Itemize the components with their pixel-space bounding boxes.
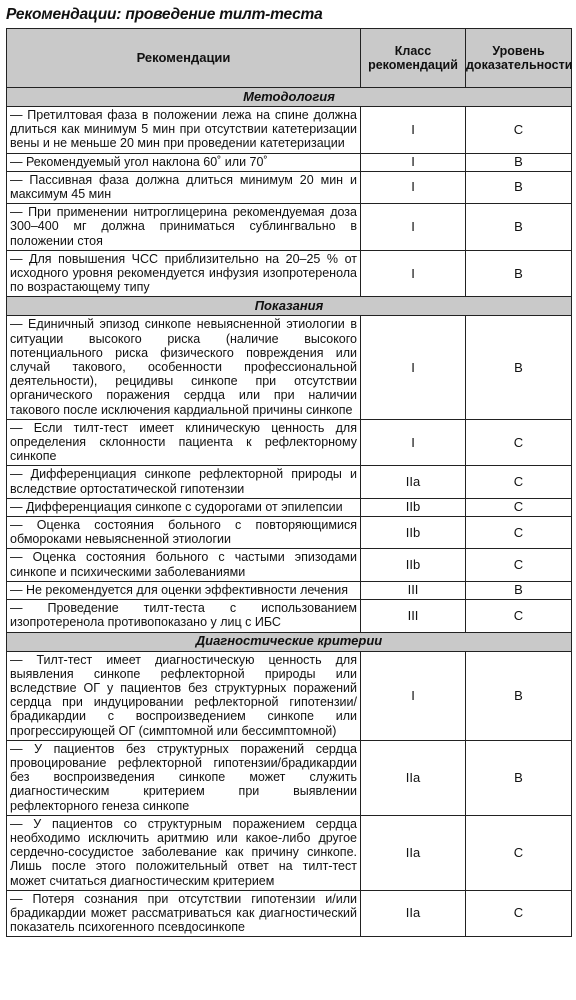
level-cell: C [466, 815, 572, 890]
level-cell: C [466, 600, 572, 632]
section-title: Методология [7, 88, 572, 107]
recommendation-text: — Проведение тилт-теста с использованием изопротеренола противопоказано у лиц с ИБС [7, 600, 361, 632]
class-cell: IIa [361, 815, 466, 890]
section-title: Показания [7, 297, 572, 316]
recommendation-text: — Оценка состояния больного с частыми эпизодами синкопе и психическими заболеваниями [7, 549, 361, 581]
recommendation-text: — Не рекомендуется для оценки эффективности лечения [7, 581, 361, 599]
recommendation-text: — Дифференциация синкопе рефлекторной природы и вследствие ортостатической гипотензии [7, 466, 361, 498]
table-row [7, 517, 572, 549]
recommendation-text: — У пациентов без структурных поражений сердца провоцирование рефлекторной гипотензии/брадикардии без воспроизведения синкопе может служить диагностическим критерием при выявлении рефлекторного генеза синкопе [7, 740, 361, 815]
class-cell: IIa [361, 740, 466, 815]
recommendation-text: — Потеря сознания при отсутствии гипотензии и/или брадикардии может рассматриваться как диагностический показатель психогенного псевдосинкопе [7, 890, 361, 937]
recommendation-text: — Единичный эпизод синкопе невыясненной этиологии в ситуации высокого риска (наличие высокого потенциального риска физического повреждения или случай такового, особенности профессиональной деятельности), рецидивы синкопе при отсутствии органического поражения сердца или при наличии такового после исключения кардиальной причины синкопе [7, 316, 361, 419]
class-cell: IIb [361, 517, 466, 549]
table-row [7, 651, 572, 740]
table-title: Рекомендации: проведение тилт-теста [6, 6, 323, 23]
level-cell: B [466, 581, 572, 599]
recommendation-text: — При применении нитроглицерина рекомендуемая доза 300–400 мг должна приниматься сублингвально в положении стоя [7, 204, 361, 251]
class-cell: III [361, 581, 466, 599]
table-row [7, 549, 572, 581]
table-row [7, 815, 572, 890]
header-row [7, 29, 572, 88]
level-cell: C [466, 107, 572, 154]
level-cell: B [466, 316, 572, 419]
recommendation-text: — Оценка состояния больного с повторяющимися обмороками невыясненной этиологии [7, 517, 361, 549]
level-cell: B [466, 171, 572, 203]
table-row [7, 581, 572, 599]
level-cell: C [466, 549, 572, 581]
table-row [7, 204, 572, 251]
class-cell: I [361, 651, 466, 740]
level-cell: C [466, 419, 572, 466]
recommendation-text: — Пассивная фаза должна длиться минимум 20 мин и максимум 45 мин [7, 171, 361, 203]
table-row [7, 890, 572, 937]
table-row [7, 466, 572, 498]
section-row [7, 88, 572, 107]
table-row [7, 600, 572, 632]
table-row [7, 153, 572, 171]
level-cell: C [466, 890, 572, 937]
level-cell: C [466, 498, 572, 516]
recommendation-text: — У пациентов со структурным поражением сердца необходимо исключить аритмию или какое-либо другое сердечно-сосудистое заболевание как причину синкопе. Лишь после этого положительный ответ на тилт-тест может считаться диагностическим критерием [7, 815, 361, 890]
level-cell: B [466, 740, 572, 815]
class-cell: I [361, 204, 466, 251]
table-row [7, 171, 572, 203]
class-cell: III [361, 600, 466, 632]
recommendation-text: — Для повышения ЧСС приблизительно на 20–25 % от исходного уровня рекомендуется инфузия изопротеренола по возрастающему типу [7, 250, 361, 297]
recommendation-text: — Рекомендуемый угол наклона 60˚ или 70˚ [7, 153, 361, 171]
table-row [7, 250, 572, 297]
table-row [7, 419, 572, 466]
header-level: Уровень доказательности [466, 29, 572, 88]
level-cell: B [466, 204, 572, 251]
table-row [7, 316, 572, 419]
level-cell: C [466, 466, 572, 498]
recommendation-text: — Тилт-тест имеет диагностическую ценность для выявления синкопе рефлекторной природы или вследствие ОГ у пациентов без структурных поражений сердца при индуцировании рефлекторной гипотензии/брадикардии с воспроизведением синкопе или прогрессирующей ОГ (симптомной или бессимптомной) [7, 651, 361, 740]
table-body [7, 88, 572, 937]
section-row [7, 297, 572, 316]
recommendation-text: — Если тилт-тест имеет клиническую ценность для определения склонности пациента к рефлекторному синкопе [7, 419, 361, 466]
class-cell: I [361, 250, 466, 297]
class-cell: I [361, 316, 466, 419]
recommendations-table [6, 28, 572, 937]
table-row [7, 498, 572, 516]
header-class: Класс рекомендаций [361, 29, 466, 88]
class-cell: I [361, 171, 466, 203]
section-title: Диагностические критерии [7, 632, 572, 651]
table-row [7, 107, 572, 154]
class-cell: IIa [361, 466, 466, 498]
level-cell: B [466, 153, 572, 171]
class-cell: IIb [361, 498, 466, 516]
class-cell: I [361, 107, 466, 154]
class-cell: IIa [361, 890, 466, 937]
class-cell: IIb [361, 549, 466, 581]
level-cell: B [466, 250, 572, 297]
class-cell: I [361, 419, 466, 466]
table-row [7, 740, 572, 815]
recommendation-text: — Дифференциация синкопе с судорогами от эпилепсии [7, 498, 361, 516]
section-row [7, 632, 572, 651]
header-recommendations: Рекомендации [7, 29, 361, 88]
recommendation-text: — Претилтовая фаза в положении лежа на спине должна длиться как минимум 5 мин при отсутствии катетеризации вены и не меньше 20 мин при проведении катетеризации [7, 107, 361, 154]
level-cell: C [466, 517, 572, 549]
class-cell: I [361, 153, 466, 171]
level-cell: B [466, 651, 572, 740]
